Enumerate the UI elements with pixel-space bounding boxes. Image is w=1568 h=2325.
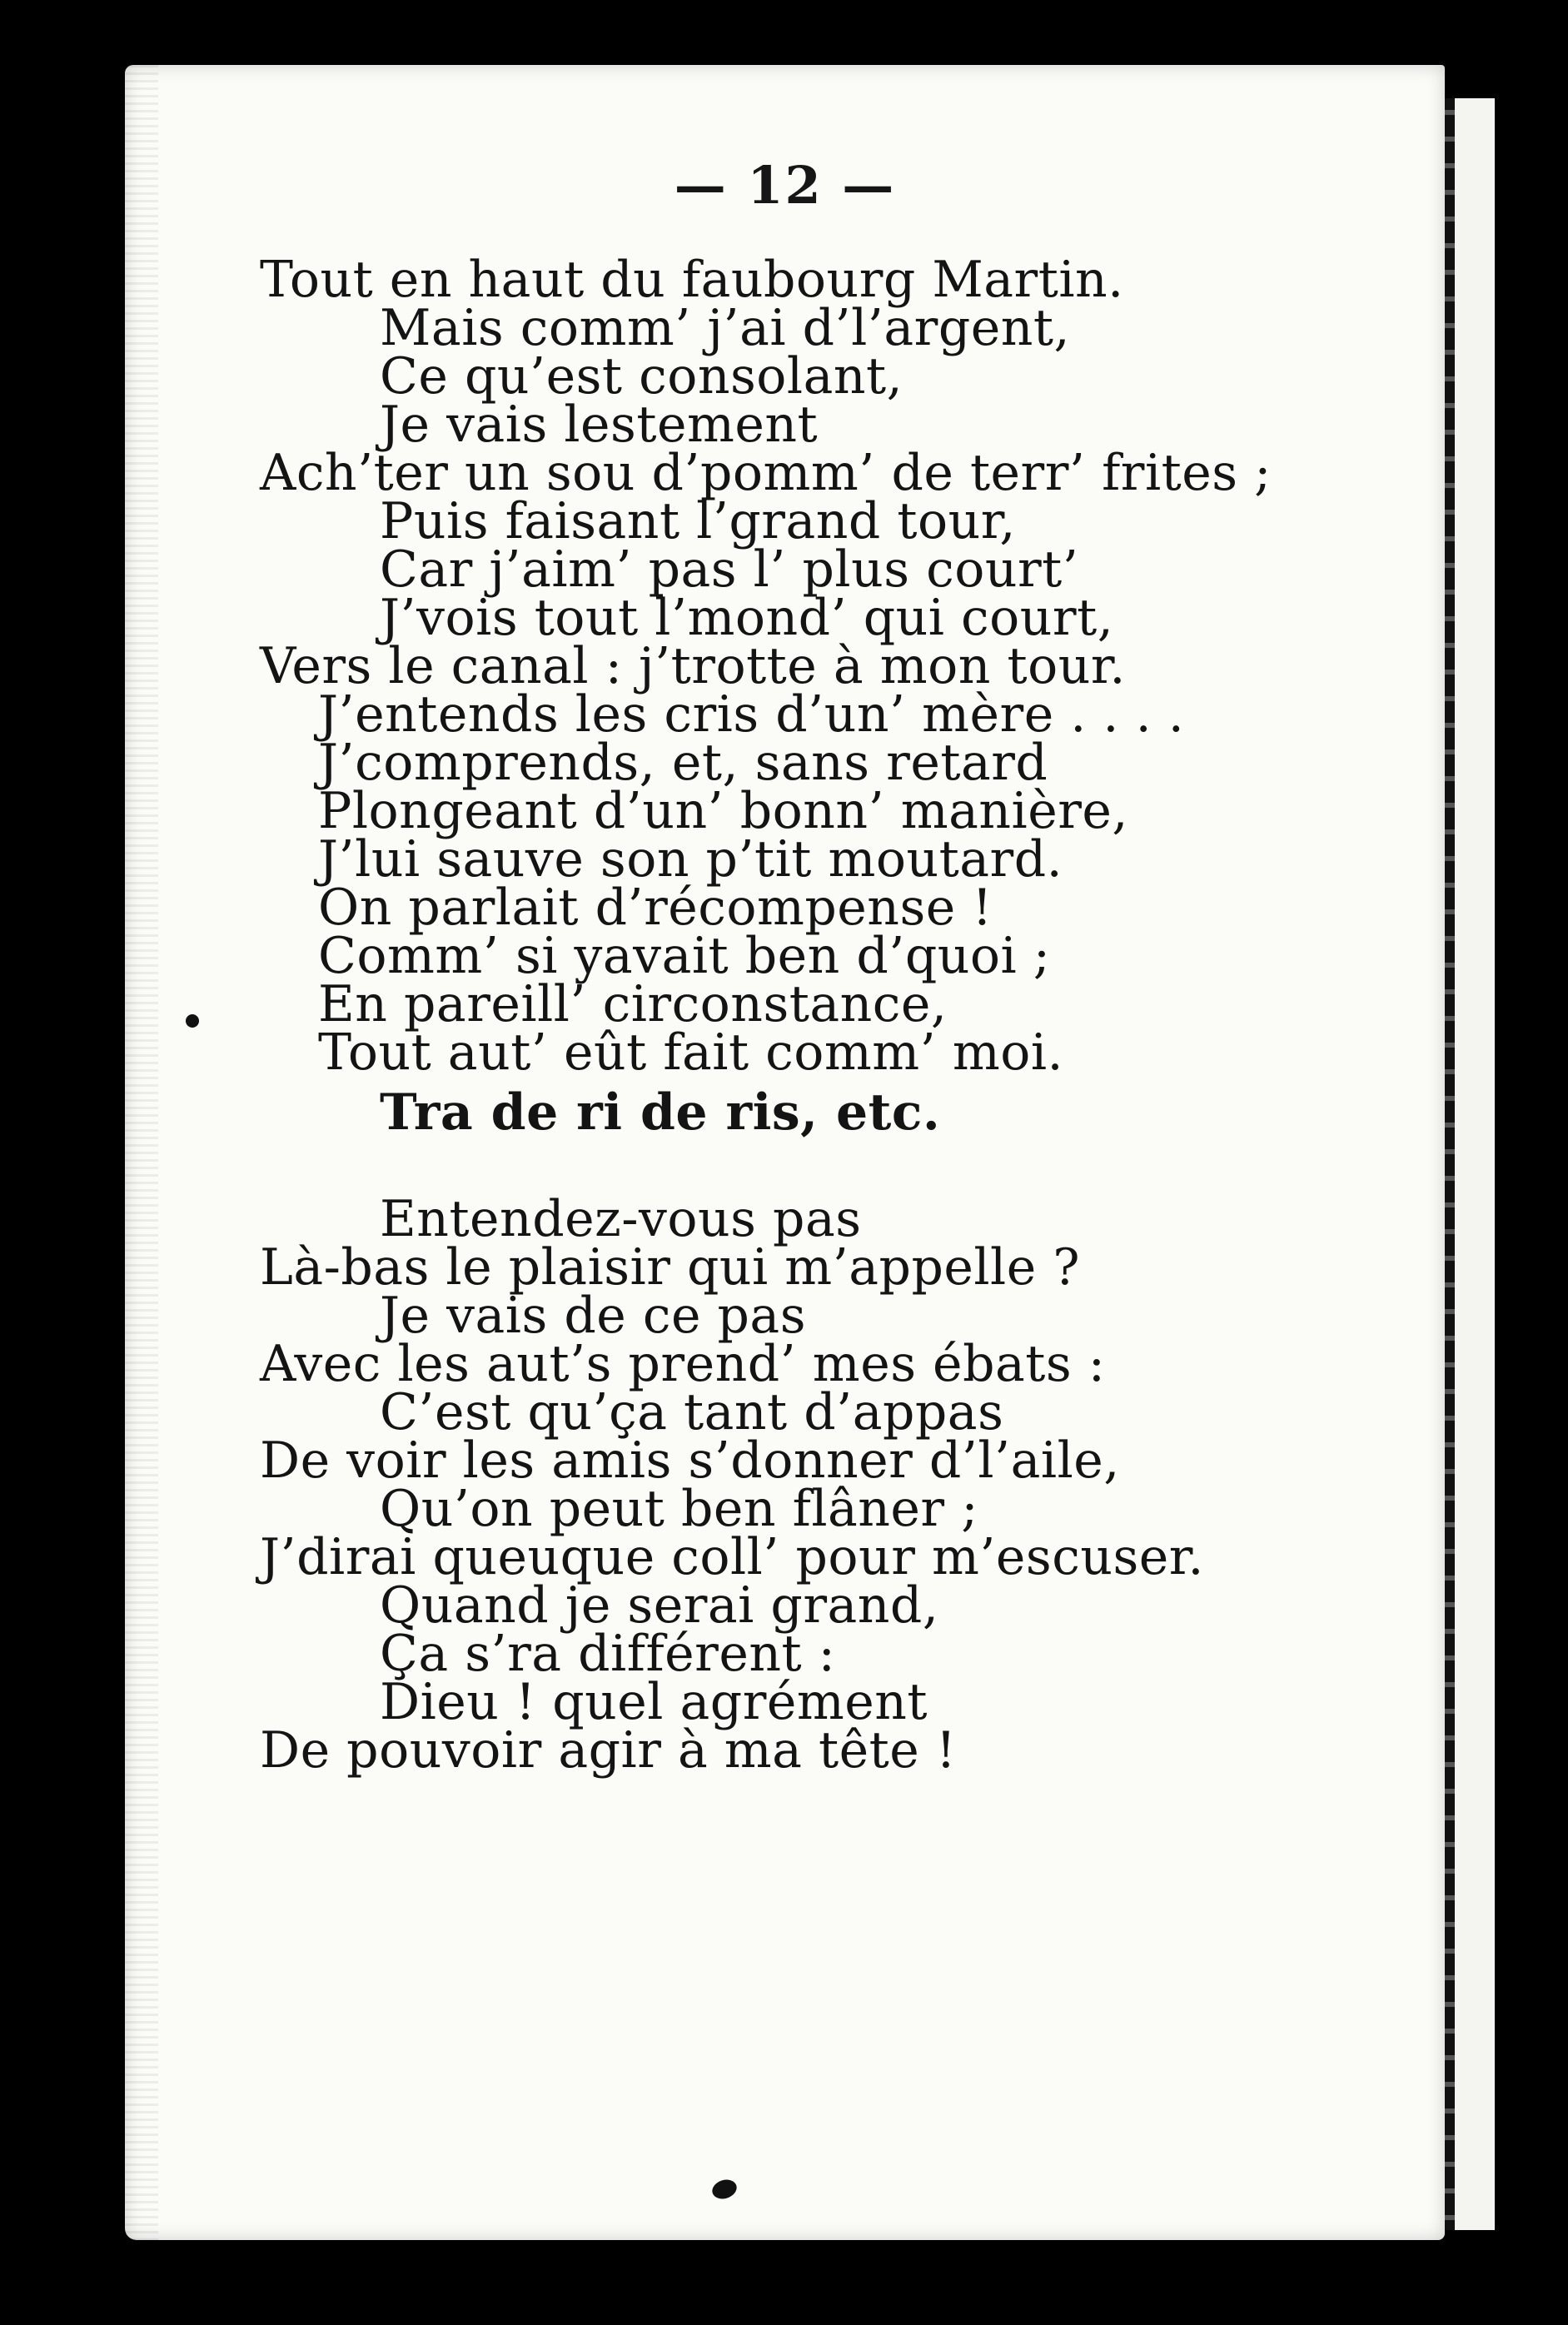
poem-line: Je vais de ce pas (380, 1287, 806, 1345)
poem-refrain: Tra de ri de ris, etc. (380, 1083, 941, 1142)
margin-bullet (186, 1014, 199, 1028)
poem-line: J’comprends, et, sans retard (318, 734, 1048, 792)
poem-line: Ce qu’est consolant, (380, 347, 903, 406)
poem-line: En pareill’ circonstance, (318, 975, 948, 1033)
poem-line: Car j’aim’ pas l’ plus court’ (380, 540, 1079, 599)
poem-line: J’entends les cris d’un’ mère . . . . (318, 685, 1185, 744)
poem-line: Mais comm’ j’ai d’l’argent, (380, 299, 1071, 357)
poem-line: Entendez-vous pas (380, 1190, 862, 1248)
poem-line: On parlait d’récompense ! (318, 879, 993, 937)
poem-line: Comm’ si yavait ben d’quoi ; (318, 927, 1051, 985)
poem-line: J’lui sauve son p’tit moutard. (318, 830, 1063, 889)
poem-line: Qu’on peut ben flâner ; (380, 1480, 978, 1538)
poem-line: Je vais lestement (380, 396, 819, 454)
poem-line: J’dirai queuque coll’ pour m’escuser. (260, 1528, 1204, 1586)
poem-line: Dieu ! quel agrément (380, 1673, 928, 1731)
page-number: — 12 — (674, 155, 896, 216)
ink-mark (709, 2177, 739, 2202)
poem-line: Puis faisant l’grand tour, (380, 492, 1016, 550)
book-page (125, 65, 1445, 2240)
poem-line: Tout aut’ eût fait comm’ moi. (318, 1023, 1064, 1082)
poem-line: J’vois tout l’mond’ qui court, (380, 589, 1114, 647)
poem-line: Ach’ter un sou d’pomm’ de terr’ frites ; (260, 444, 1272, 502)
poem-line: Plongeant d’un’ bonn’ manière, (318, 782, 1128, 840)
poem-line: De pouvoir agir à ma tête ! (260, 1721, 957, 1780)
poem-line: Là-bas le plaisir qui m’appelle ? (260, 1238, 1080, 1297)
poem-line: Avec les aut’s prend’ mes ébats : (260, 1335, 1106, 1393)
poem-line: C’est qu’ça tant d’appas (380, 1383, 1004, 1441)
poem-line: Quand je serai grand, (380, 1576, 939, 1635)
poem-line: Tout en haut du faubourg Martin. (260, 251, 1124, 309)
page-left-edge (125, 65, 158, 2240)
poem-line: Vers le canal : j’trotte à mon tour. (260, 637, 1126, 695)
poem-line: De voir les amis s’donner d’l’aile, (260, 1431, 1120, 1490)
page-right-edge (1445, 98, 1495, 2230)
poem-line: Ça s’ra différent : (380, 1625, 836, 1683)
